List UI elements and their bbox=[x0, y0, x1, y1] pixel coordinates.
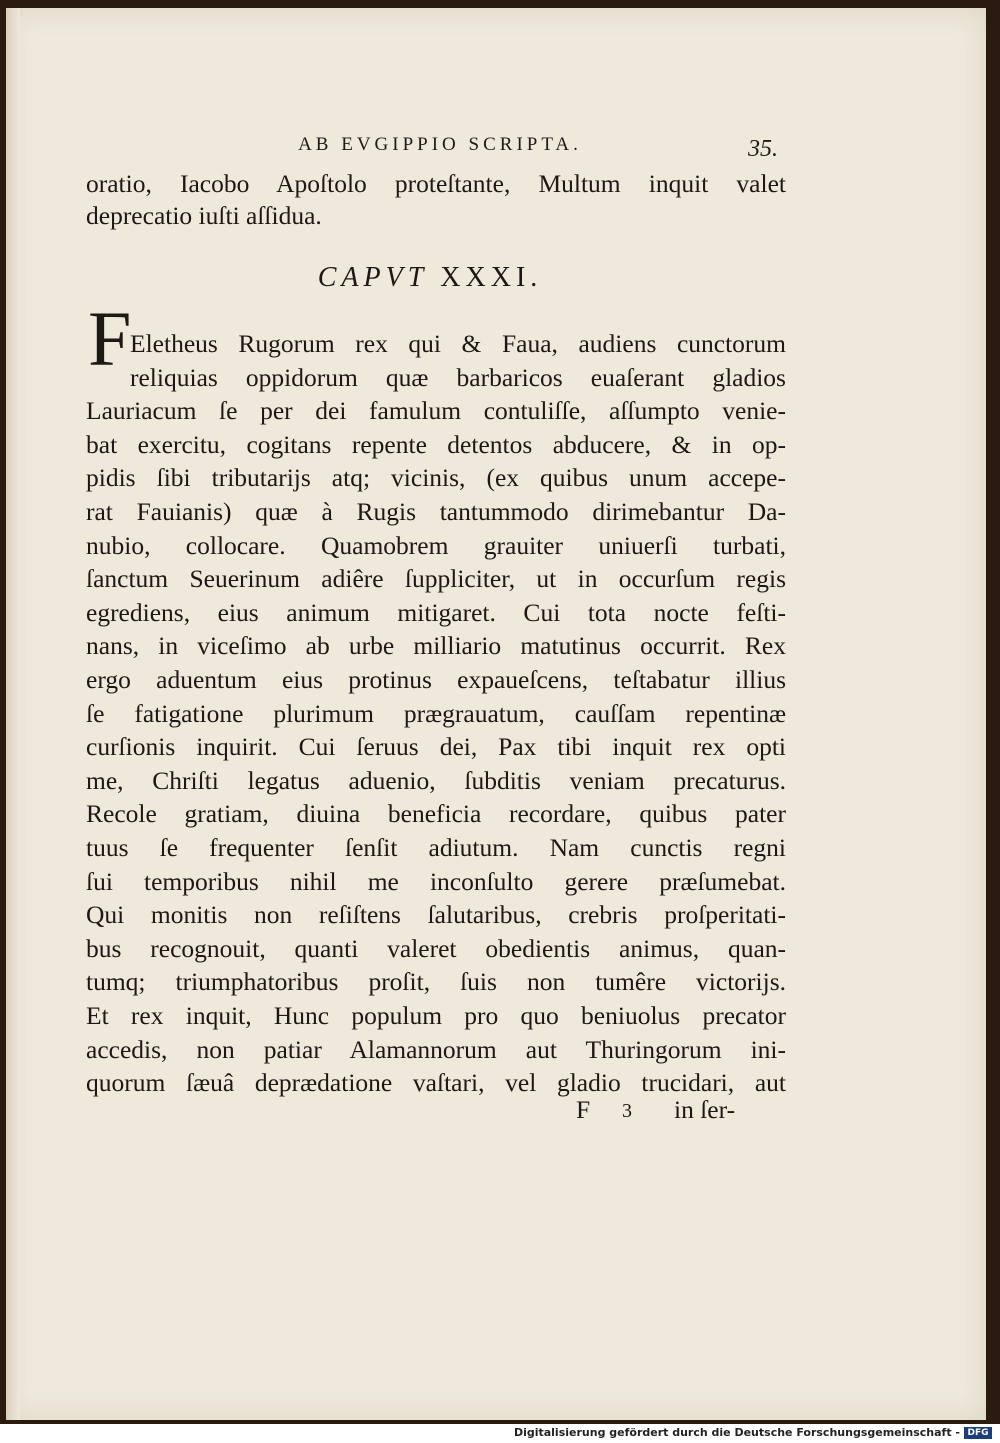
funding-credit: Digitalisierung gefördert durch die Deutsche Forschungsgemeinschaft - bbox=[513, 1426, 960, 1439]
body-line-18: Qui monitis non reſiſtens ſalutaribus, crebris proſperitati- bbox=[86, 900, 786, 930]
signature-number: 3 bbox=[622, 1100, 632, 1122]
footer-bar bbox=[0, 1424, 1000, 1443]
opening-line-2: deprecatio iuſti aſſidua. bbox=[86, 201, 322, 230]
body-line-16: tuus ſe frequenter ſenſit adiutum. Nam cunctis regni bbox=[86, 833, 786, 862]
body-line-22: accedis, non patiar Alamannorum aut Thuringorum ini- bbox=[86, 1034, 786, 1064]
body-line-12: ſe fatigatione plurimum prægrauatum, cauſſam repentinæ bbox=[86, 698, 786, 728]
body-line-4: bat exercitu, cogitans repente detentos abducere, & in op- bbox=[86, 429, 786, 459]
chapter-prefix: CAPVT bbox=[317, 262, 429, 293]
body-line-19: bus recognouit, quanti valeret obedientis animus, quan- bbox=[86, 933, 786, 963]
body-line-1: Eletheus Rugorum rex qui & Faua, audiens cunctorum bbox=[130, 329, 786, 358]
dfg-logo: DFG bbox=[964, 1427, 992, 1439]
body-line-17: ſui temporibus nihil me inconſulto gerere præſumebat. bbox=[86, 866, 786, 896]
body-line-2: reliquias oppidorum quæ barbaricos euaſerant gladios bbox=[130, 362, 786, 392]
body-line-13: curſionis inquirit. Cui ſeruus dei, Pax tibi inquit rex opti bbox=[86, 732, 786, 762]
body-line-9: egrediens, eius animum mitigaret. Cui tota nocte feſti- bbox=[86, 597, 786, 627]
body-line-6: rat Fauianis) quæ à Rugis tantummodo dirimebantur Da- bbox=[86, 497, 786, 526]
drop-cap-initial: F bbox=[88, 295, 132, 382]
body-line-7: nubio, collocare. Quamobrem grauiter uniuerſi turbati, bbox=[86, 530, 786, 560]
body-line-11: ergo aduentum eius protinus expaueſcens, teſtabatur illius bbox=[86, 665, 786, 694]
chapter-number: XXXI. bbox=[440, 262, 543, 293]
body-line-21: Et rex inquit, Hunc populum pro quo beniuolus precator bbox=[86, 1001, 786, 1030]
body-line-3: Lauriacum ſe per dei famulum contuliſſe, aſſumpto venie- bbox=[86, 396, 786, 426]
page-gutter-edge bbox=[6, 8, 20, 1420]
body-line-15: Recole gratiam, diuina beneficia recordare, quibus pater bbox=[86, 799, 786, 829]
body-line-10: nans, in viceſimo ab urbe milliario matutinus occurrit. Rex bbox=[86, 631, 786, 661]
catchword: in ſer- bbox=[674, 1095, 736, 1124]
running-head: AB EVGIPPIO SCRIPTA. bbox=[298, 134, 582, 155]
page-number: 35. bbox=[748, 136, 778, 162]
body-line-23: quorum ſæuâ deprædatione vaſtari, vel gladio trucidari, aut bbox=[86, 1068, 786, 1098]
body-line-20: tumq; triumphatoribus proſit, ſuis non tumêre victorijs. bbox=[86, 967, 786, 997]
body-line-8: ſanctum Seuerinum adiêre ſuppliciter, ut in occurſum regis bbox=[86, 564, 786, 594]
opening-line-1: oratio, Iacobo Apoſtolo proteſtante, Multum inquit valet bbox=[86, 169, 786, 198]
signature-mark: F bbox=[576, 1095, 591, 1124]
chapter-heading bbox=[200, 262, 660, 294]
body-line-5: pidis ſibi tributarijs atq; vicinis, (ex quibus unum accepe- bbox=[86, 463, 786, 493]
body-line-14: me, Chriſti legatus aduenio, ſubditis veniam precaturus. bbox=[86, 765, 786, 795]
